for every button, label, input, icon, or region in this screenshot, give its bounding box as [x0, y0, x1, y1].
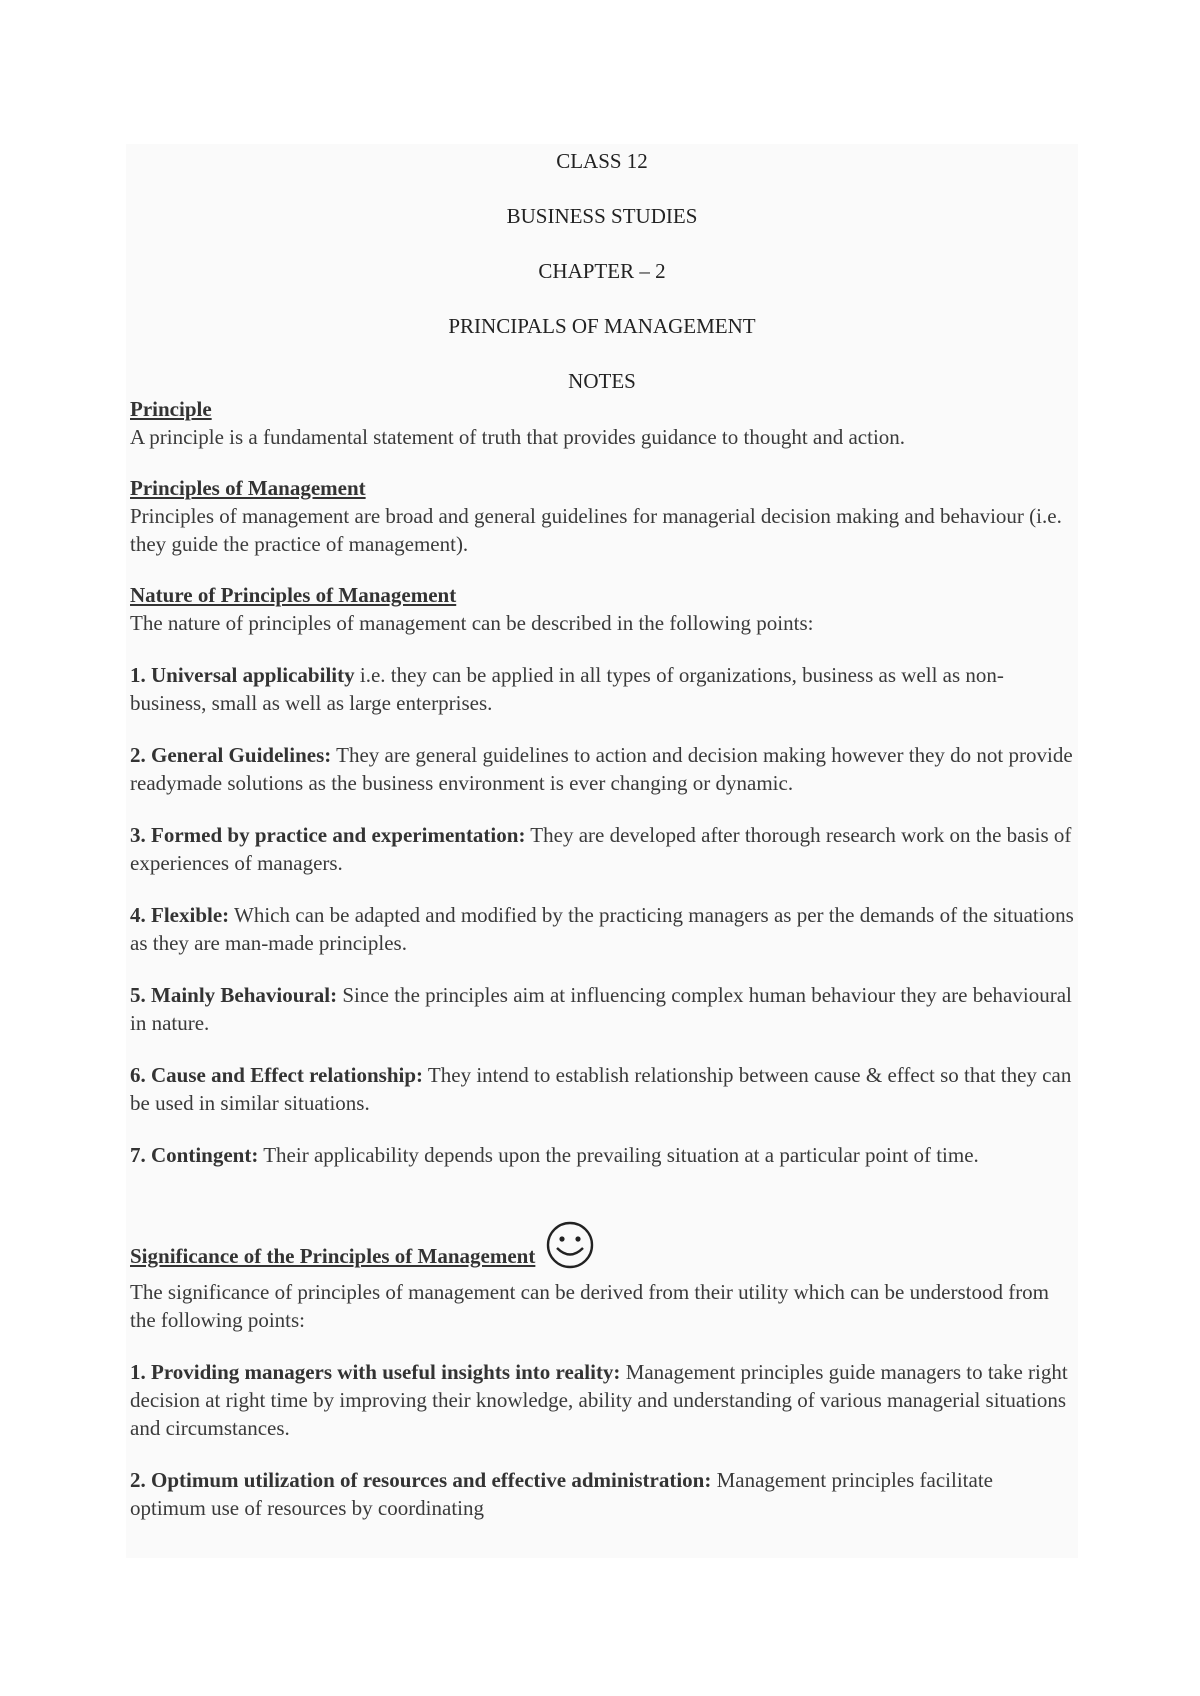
point-lead: 4. Flexible: — [130, 903, 230, 927]
document-header — [130, 144, 1074, 395]
document-title: PRINCIPALS OF MANAGEMENT — [448, 314, 756, 338]
subject-line: BUSINESS STUDIES — [506, 204, 698, 228]
nature-point — [130, 1141, 1074, 1169]
nature-intro: The nature of principles of management can be described in the following points: — [130, 611, 814, 635]
significance-heading — [130, 1221, 1074, 1278]
point-lead: 1. Universal applicability — [130, 663, 355, 687]
nature-heading: Nature of Principles of Management — [130, 583, 457, 607]
point-text: They are general guidelines to action and decision making however they do not provide readymade solutions as the business environment is ever changing or dynamic. — [130, 743, 1073, 795]
smiley-face-icon — [541, 1221, 599, 1278]
chapter-line: CHAPTER – 2 — [538, 259, 666, 283]
nature-point — [130, 661, 1074, 717]
nature-point — [130, 901, 1074, 957]
point-text: They intend to establish relationship between cause & effect so that they can be used in similar situations. — [130, 1063, 1072, 1115]
point-text: They are developed after thorough research work on the basis of experiences of managers. — [130, 823, 1072, 875]
point-lead: 7. Contingent: — [130, 1143, 259, 1167]
nature-section — [130, 581, 1074, 1169]
nature-point — [130, 741, 1074, 797]
principle-heading: Principle — [130, 397, 212, 421]
significance-section — [130, 1221, 1074, 1522]
significance-point — [130, 1358, 1074, 1442]
principles-of-management-heading: Principles of Management — [130, 476, 366, 500]
point-lead: 3. Formed by practice and experimentation: — [130, 823, 526, 847]
point-text: Their applicability depends upon the prevailing situation at a particular point of time. — [258, 1143, 979, 1167]
notes-label: NOTES — [568, 369, 636, 393]
principles-of-management-section — [130, 474, 1074, 558]
principle-section — [130, 395, 1074, 451]
nature-point — [130, 1061, 1074, 1117]
point-lead: 1. Providing managers with useful insights into reality: — [130, 1360, 621, 1384]
point-text: i.e. they can be applied in all types of organizations, business as well as non-business, small as well as large enterprises. — [130, 663, 1004, 715]
point-lead: 2. Optimum utilization of resources and effective administration: — [130, 1468, 712, 1492]
point-lead: 2. General Guidelines: — [130, 743, 332, 767]
point-text: Management principles guide managers to take right decision at right time by improving their knowledge, ability and understanding of various managerial situations and circumstances. — [130, 1360, 1068, 1440]
nature-point — [130, 981, 1074, 1037]
class-line: CLASS 12 — [556, 149, 648, 173]
significance-point — [130, 1466, 1074, 1522]
principle-text: A principle is a fundamental statement of truth that provides guidance to thought and action. — [130, 425, 906, 449]
document-content — [130, 144, 1074, 1522]
document-page — [126, 144, 1078, 1558]
significance-heading-text: Significance of the Principles of Management — [130, 1244, 536, 1268]
point-text: Which can be adapted and modified by the practicing managers as per the demands of the situations as they are man-made principles. — [130, 903, 1074, 955]
principles-of-management-text: Principles of management are broad and general guidelines for managerial decision making and behaviour (i.e. they guide the practice of management). — [130, 504, 1062, 556]
point-lead: 6. Cause and Effect relationship: — [130, 1063, 424, 1087]
point-text: Management principles facilitate optimum use of resources by coordinating — [130, 1468, 993, 1520]
point-text: Since the principles aim at influencing complex human behaviour they are behavioural in nature. — [130, 983, 1072, 1035]
significance-intro: The significance of principles of management can be derived from their utility which can be understood from the following points: — [130, 1280, 1050, 1332]
point-lead: 5. Mainly Behavioural: — [130, 983, 338, 1007]
nature-point — [130, 821, 1074, 877]
